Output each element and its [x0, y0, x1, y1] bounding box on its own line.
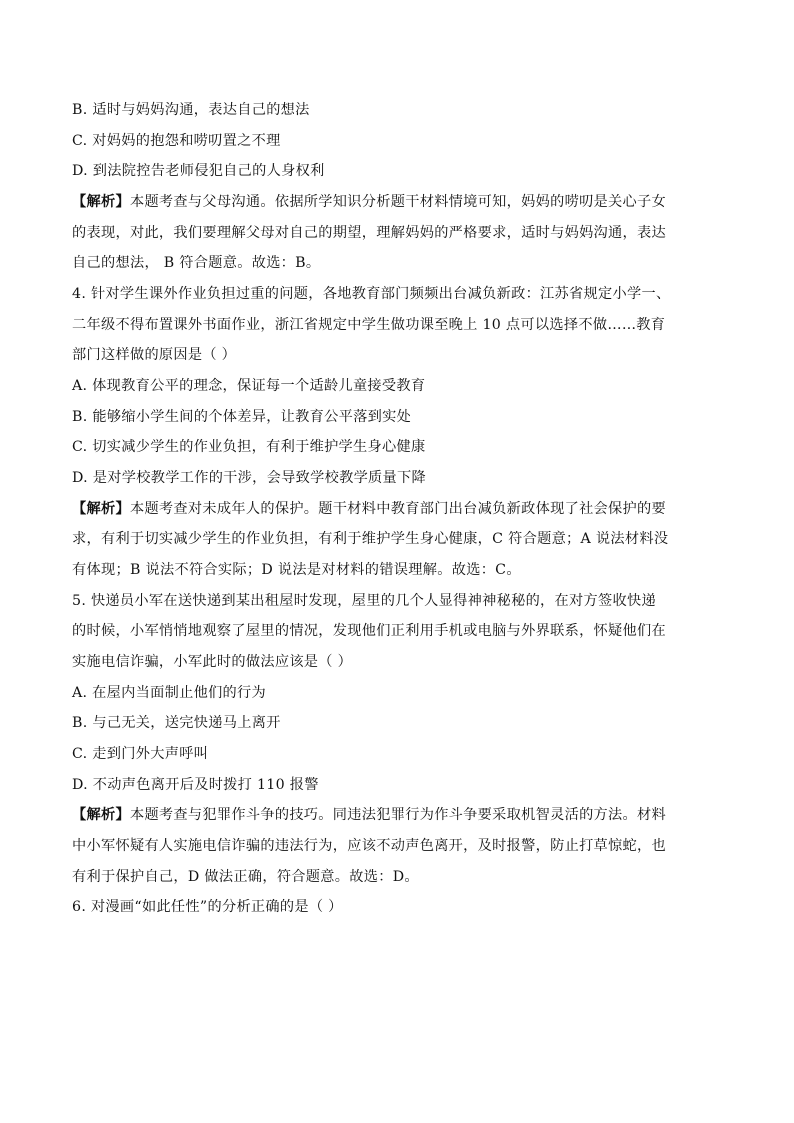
- analysis-q4-line-1: [72, 499, 732, 519]
- analysis-q3-line-3: 自己的想法， B 符合题意。故选：B。: [72, 255, 321, 271]
- question-4-line-3: 部门这样做的原因是（ ）: [72, 347, 237, 363]
- analysis-q3-line-2: 的表现，对此，我们要理解父母对自己的期望，理解妈妈的严格要求，适时与妈妈沟通，表达: [72, 225, 666, 241]
- question-6-line-1: 6. 对漫画“如此任性”的分析正确的是（ ）: [72, 899, 343, 915]
- option-c-q5: C. 走到门外大声呼叫: [72, 746, 209, 762]
- analysis-tag: 【解析】: [72, 194, 130, 210]
- question-5-line-2: 的时候，小军悄悄地观察了屋里的情况，发现他们正利用手机或电脑与外界联系，怀疑他们在: [72, 623, 666, 639]
- analysis-text: 本题考查对未成年人的保护。题干材料中教育部门出台减负新政体现了社会保护的要: [129, 501, 666, 517]
- question-4-line-1: 4. 针对学生课外作业负担过重的问题，各地教育部门频频出台减负新政：江苏省规定小学一、: [72, 286, 671, 302]
- analysis-tag: 【解析】: [72, 501, 130, 517]
- analysis-q3-line-1: [72, 192, 732, 212]
- option-d-q5: D. 不动声色离开后及时拨打 110 报警: [72, 777, 319, 793]
- option-d-q4: D. 是对学校教学工作的干涉，会导致学校教学质量下降: [72, 470, 427, 486]
- question-5-line-3: 实施电信诈骗，小军此时的做法应该是（ ）: [72, 654, 353, 670]
- analysis-text: 本题考查与犯罪作斗争的技巧。同违法犯罪行为作斗争要采取机智灵活的方法。材料: [129, 807, 666, 823]
- option-b-q4: B. 能够缩小学生间的个体差异，让教育公平落到实处: [72, 409, 412, 425]
- question-4-line-2: 二年级不得布置课外书面作业，浙江省规定中学生做功课至晚上 10 点可以选择不做……教育: [72, 317, 666, 333]
- option-a-q5: A. 在屋内当面制止他们的行为: [72, 685, 267, 701]
- analysis-q4-line-3: 有体现；B 说法不符合实际；D 说法是对材料的错误理解。故选：C。: [72, 562, 521, 578]
- analysis-q5-line-3: 有利于保护自己，D 做法正确，符合题意。故选：D。: [72, 869, 419, 885]
- analysis-q4-line-2: 求，有利于切实减少学生的作业负担，有利于维护学生身心健康，C 符合题意；A 说法材料没: [72, 531, 669, 547]
- analysis-tag: 【解析】: [72, 807, 130, 823]
- option-a-q4: A. 体现教育公平的理念，保证每一个适龄儿童接受教育: [72, 378, 426, 394]
- option-b-q3: B. 适时与妈妈沟通，表达自己的想法: [72, 102, 310, 118]
- analysis-text: 本题考查与父母沟通。依据所学知识分析题干材料情境可知，妈妈的唠叨是关心子女: [129, 194, 666, 210]
- option-c-q4: C. 切实减少学生的作业负担，有利于维护学生身心健康: [72, 439, 426, 455]
- option-b-q5: B. 与己无关，送完快递马上离开: [72, 715, 281, 731]
- option-d-q3: D. 到法院控告老师侵犯自己的人身权利: [72, 163, 325, 179]
- option-c-q3: C. 对妈妈的抱怨和唠叨置之不理: [72, 133, 281, 149]
- analysis-q5-line-1: [72, 805, 732, 825]
- question-5-line-1: 5. 快递员小军在送快递到某出租屋时发现，屋里的几个人显得神神秘秘的，在对方签收快递: [72, 593, 656, 609]
- analysis-q5-line-2: 中小军怀疑有人实施电信诈骗的违法行为，应该不动声色离开，及时报警，防止打草惊蛇，也: [72, 838, 666, 854]
